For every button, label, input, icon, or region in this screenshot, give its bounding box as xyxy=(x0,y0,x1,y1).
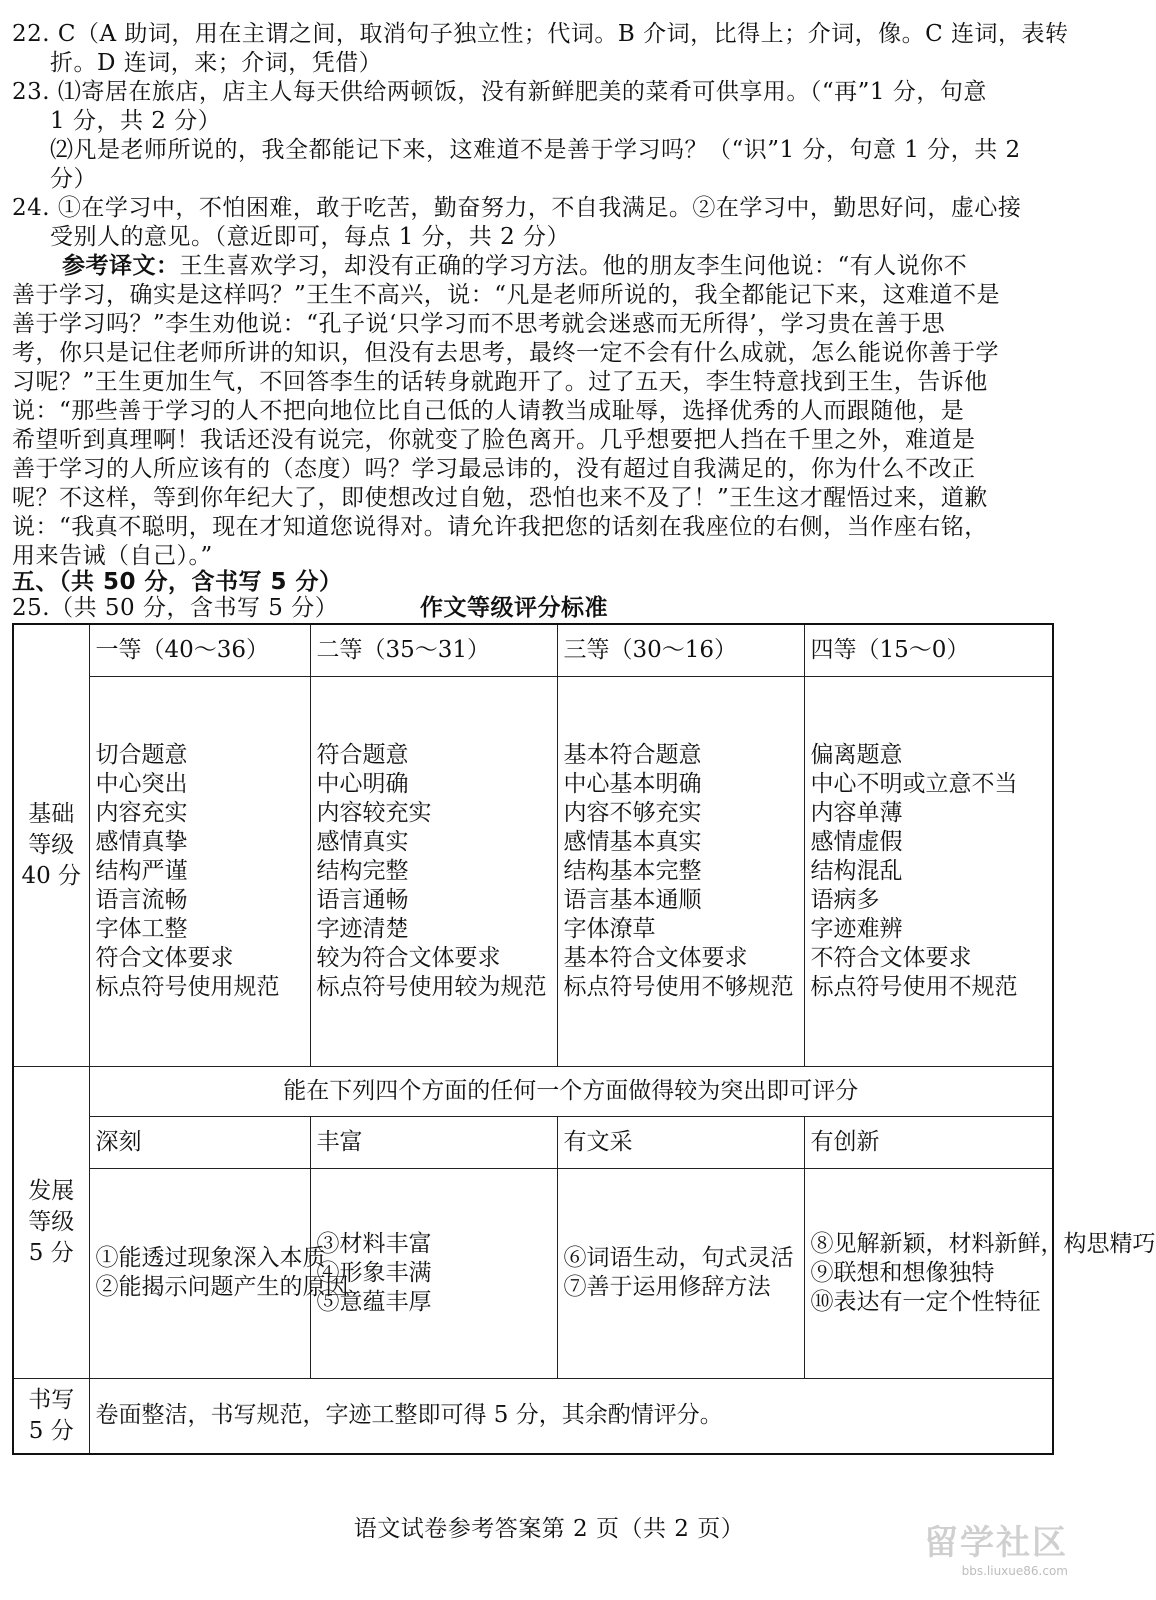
translation-label: 参考译文： xyxy=(62,253,180,279)
development-grade-category: 发展 等级 5 分 xyxy=(13,1066,89,1378)
page-footer: 语文试卷参考答案第 2 页（共 2 页） xyxy=(353,1516,745,1542)
grade-2-criteria: 符合题意 中心明确 内容较充实 感情真实 结构完整 语言通畅 字迹清楚 较为符合文体要求 标点符号使用较为规范 xyxy=(310,676,557,1066)
dimension-innovation-header: 有创新 xyxy=(804,1116,1053,1168)
watermark-logo-text: 留学社区 xyxy=(924,1523,1068,1563)
question-25-label: 25.（共 50 分，含书写 5 分） xyxy=(12,595,339,621)
answer-23-line2: 1 分，共 2 分） xyxy=(50,108,222,134)
grade-2-header: 二等（35～31） xyxy=(310,624,557,676)
grade-4-header: 四等（15～0） xyxy=(804,624,1053,676)
dimension-literary-header: 有文采 xyxy=(557,1116,804,1168)
dimension-depth-items: ①能透过现象深入本质 ②能揭示问题产生的原因 xyxy=(89,1168,310,1378)
answer-22-line2: 折。D 连词，来；介词，凭借） xyxy=(50,50,383,76)
dimension-richness-items: ③材料丰富 ④形象丰满 ⑤意蕴丰厚 xyxy=(310,1168,557,1378)
answer-23-line4: 分） xyxy=(50,166,97,192)
answer-22-line1: 22. C（A 助词，用在主谓之间，取消句子独立性；代词。B 介词，比得上；介词，像。C 连词，表转 xyxy=(12,21,1069,47)
answer-24-line1: 24. ①在学习中，不怕困难，敢于吃苦，勤奋努力，不自我满足。②在学习中，勤思好问，虚心接 xyxy=(12,195,1022,221)
dimension-literary-items: ⑥词语生动，句式灵活 ⑦善于运用修辞方法 xyxy=(557,1168,804,1378)
development-note: 能在下列四个方面的任何一个方面做得较为突出即可评分 xyxy=(89,1066,1053,1116)
grade-3-header: 三等（30～16） xyxy=(557,624,804,676)
grade-1-header: 一等（40～36） xyxy=(89,624,310,676)
writing-criteria: 卷面整洁，书写规范，字迹工整即可得 5 分，其余酌情评分。 xyxy=(89,1378,1053,1454)
dimension-innovation-items: ⑧见解新颖，材料新鲜，构思精巧 ⑨联想和想像独特 ⑩表达有一定个性特征 xyxy=(804,1168,1053,1378)
essay-rubric-table xyxy=(12,623,1156,1455)
translation-line1 xyxy=(62,252,967,281)
translation-line6: 说：“那些善于学习的人不把向地位比自己低的人请教当成耻辱，选择优秀的人而跟随他，是 xyxy=(12,398,965,424)
dimension-richness-header: 丰富 xyxy=(310,1116,557,1168)
translation-line2: 善于学习，确实是这样吗？”王生不高兴，说：“凡是老师所说的，我全都能记下来，这难道不是 xyxy=(12,282,1001,308)
translation-line3: 善于学习吗？”李生劝他说：“孔子说‘只学习而不思考就会迷惑而无所得’，学习贵在善于思 xyxy=(12,311,946,337)
section5-heading: 五、（共 50 分，含书写 5 分） xyxy=(12,569,343,595)
grade-4-criteria: 偏离题意 中心不明或立意不当 内容单薄 感情虚假 结构混乱 语病多 字迹难辨 不符合文体要求 标点符号使用不规范 xyxy=(804,676,1053,1066)
translation-line9: 呢？不这样，等到你年纪大了，即使想改过自勉，恐怕也来不及了！”王生这才醒悟过来，道歉 xyxy=(12,485,988,511)
grade-3-criteria: 基本符合题意 中心基本明确 内容不够充实 感情基本真实 结构基本完整 语言基本通顺 字体潦草 基本符合文体要求 标点符号使用不够规范 xyxy=(557,676,804,1066)
dimension-depth-header: 深刻 xyxy=(89,1116,310,1168)
answer-23-line1: 23. ⑴寄居在旅店，店主人每天供给两顿饭，没有新鲜肥美的菜肴可供享用。（“再”1 分，句意 xyxy=(12,79,987,105)
translation-line7: 希望听到真理啊！我话还没有说完，你就变了脸色离开。几乎想要把人挡在千里之外，难道是 xyxy=(12,427,976,453)
translation-line11: 用来告诫（自己）。” xyxy=(12,543,213,569)
translation-line8: 善于学习的人所应该有的（态度）吗？学习最忌讳的，没有超过自我满足的，你为什么不改正 xyxy=(12,456,976,482)
translation-line4: 考，你只是记住老师所讲的知识，但没有去思考，最终一定不会有什么成就，怎么能说你善于学 xyxy=(12,340,999,366)
translation-line5: 习呢？”王生更加生气，不回答李生的话转身就跑开了。过了五天，李生特意找到王生，告诉他 xyxy=(12,369,988,395)
grade-1-criteria: 切合题意 中心突出 内容充实 感情真挚 结构严谨 语言流畅 字体工整 符合文体要求 标点符号使用规范 xyxy=(89,676,310,1066)
translation-line1-text: 王生喜欢学习，却没有正确的学习方法。他的朋友李生问他说：“有人说你不 xyxy=(179,253,968,279)
translation-line10: 说：“我真不聪明，现在才知道您说得对。请允许我把您的话刻在我座位的右侧，当作座右铭， xyxy=(12,514,988,540)
basic-grade-category: 基础 等级 40 分 xyxy=(13,624,89,1066)
answer-23-line3: ⑵凡是老师所说的，我全都能记下来，这难道不是善于学习吗？（“识”1 分，句意 1 分，共 2 xyxy=(50,137,1021,163)
writing-category: 书写 5 分 xyxy=(13,1378,89,1454)
site-watermark xyxy=(924,1515,1068,1578)
answer-24-line2: 受别人的意见。（意近即可，每点 1 分，共 2 分） xyxy=(50,224,571,250)
rubric-title: 作文等级评分标准 xyxy=(420,595,608,621)
watermark-url: bbs.liuxue86.com xyxy=(961,1564,1068,1578)
